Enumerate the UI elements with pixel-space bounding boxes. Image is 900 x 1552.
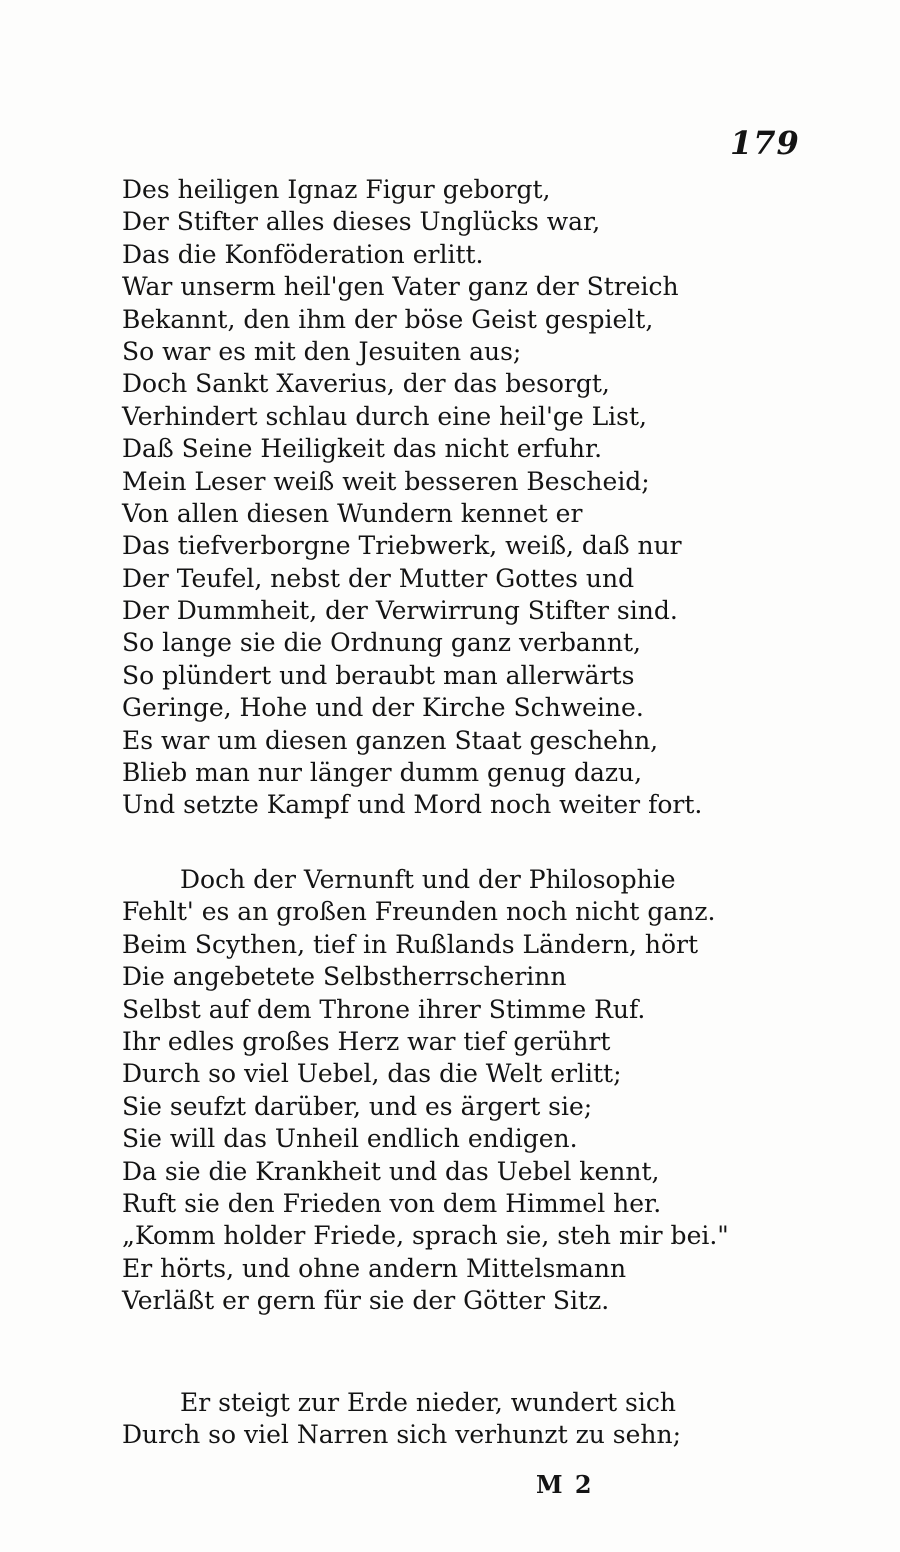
verse-line: So war es mit den Jesuiten aus; bbox=[122, 336, 522, 366]
verse-line: Da sie die Krankheit und das Uebel kennt, bbox=[122, 1156, 660, 1186]
verse-line: „Komm holder Friede, sprach sie, steh mir bei." bbox=[122, 1221, 729, 1251]
verse-line: Und setzte Kampf und Mord noch weiter fort. bbox=[122, 790, 703, 820]
verse-line: Selbst auf dem Throne ihrer Stimme Ruf. bbox=[122, 994, 646, 1024]
verse-line: Der Teufel, nebst der Mutter Gottes und bbox=[122, 563, 635, 593]
verse-line: Verläßt er gern für sie der Götter Sitz. bbox=[122, 1286, 610, 1316]
verse-line: Beim Scythen, tief in Rußlands Ländern, hört bbox=[122, 929, 698, 959]
verse-line: Verhindert schlau durch eine heil'ge List, bbox=[122, 401, 647, 431]
verse-line: Von allen diesen Wundern kennet er bbox=[122, 498, 583, 528]
verse-line: Ruft sie den Frieden von dem Himmel her. bbox=[122, 1188, 662, 1218]
verse-line: Durch so viel Narren sich verhunzt zu sehn; bbox=[122, 1420, 682, 1450]
verse-line: Durch so viel Uebel, das die Welt erlitt; bbox=[122, 1059, 622, 1089]
verse-line: Sie will das Unheil endlich endigen. bbox=[122, 1124, 578, 1154]
verse-line: Bekannt, den ihm der böse Geist gespielt, bbox=[122, 304, 654, 334]
page-number: 179 bbox=[730, 124, 800, 162]
verse-line: Er steigt zur Erde nieder, wundert sich bbox=[180, 1388, 676, 1417]
verse-line: Sie seufzt darüber, und es ärgert sie; bbox=[122, 1091, 593, 1121]
verse-line: Daß Seine Heiligkeit das nicht erfuhr. bbox=[122, 434, 603, 464]
verse-line: Geringe, Hohe und der Kirche Schweine. bbox=[122, 693, 644, 723]
verse-line: Der Dummheit, der Verwirrung Stifter sind. bbox=[122, 596, 678, 626]
verse-line: Der Stifter alles dieses Unglücks war, bbox=[122, 207, 601, 237]
verse-line: Das die Konföderation erlitt. bbox=[122, 239, 484, 269]
verse-line: Er hörts, und ohne andern Mittelsmann bbox=[122, 1253, 627, 1283]
stanza-2 bbox=[122, 864, 729, 1317]
verse-line: Blieb man nur länger dumm genug dazu, bbox=[122, 758, 643, 788]
verse-line: So plündert und beraubt man allerwärts bbox=[122, 660, 635, 690]
verse-line: War unserm heil'gen Vater ganz der Streich bbox=[122, 272, 679, 302]
stanza-3 bbox=[122, 1387, 681, 1452]
stanza-1 bbox=[122, 174, 702, 822]
verse-line: Doch Sankt Xaverius, der das besorgt, bbox=[122, 369, 610, 399]
verse-line: Fehlt' es an großen Freunden noch nicht ganz. bbox=[122, 897, 716, 927]
verse-line: Ihr edles großes Herz war tief gerührt bbox=[122, 1026, 611, 1056]
verse-line: So lange sie die Ordnung ganz verbannt, bbox=[122, 628, 641, 658]
printer-signature-mark: M 2 bbox=[536, 1470, 594, 1499]
verse-line: Es war um diesen ganzen Staat geschehn, bbox=[122, 725, 659, 755]
verse-line: Das tiefverborgne Triebwerk, weiß, daß nur bbox=[122, 531, 682, 561]
verse-line: Doch der Vernunft und der Philosophie bbox=[180, 865, 676, 894]
verse-line: Des heiligen Ignaz Figur geborgt, bbox=[122, 175, 551, 204]
verse-line: Mein Leser weiß weit besseren Bescheid; bbox=[122, 466, 650, 496]
verse-line: Die angebetete Selbstherrscherinn bbox=[122, 962, 567, 992]
